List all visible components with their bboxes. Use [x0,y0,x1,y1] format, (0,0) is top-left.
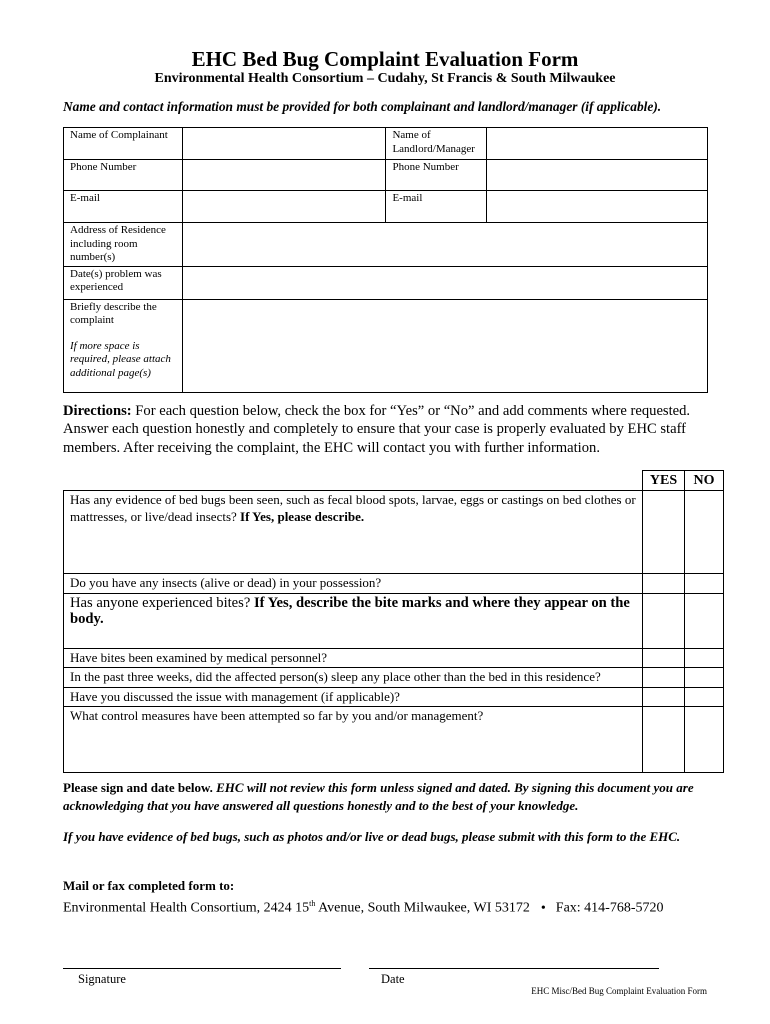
mail-address-line [63,895,753,917]
yes-header: YES [643,471,685,491]
evidence-note: If you have evidence of bed bugs, such as photos and/or live or dead bugs, please submit with this form to the EHC. [63,829,681,844]
dates-field[interactable] [182,266,707,299]
email-complainant-label: E-mail [64,191,183,223]
contact-table [63,127,708,393]
page-title: EHC Bed Bug Complaint Evaluation Form [191,47,579,71]
question-4-yes-box[interactable] [643,648,685,668]
mail-section [63,877,753,917]
question-7-no-box[interactable] [685,707,724,773]
contact-note: Name and contact information must be provided for both complainant and landlord/manager (if applicable). [63,99,662,114]
footer-text: EHC Misc/Bed Bug Complaint Evaluation Form [531,986,707,996]
header-spacer [64,471,643,491]
dates-label: Date(s) problem was experienced [64,266,183,299]
date-label: Date [381,972,405,986]
question-1-no-box[interactable] [685,491,724,574]
directions [63,402,723,457]
question-6-yes-box[interactable] [643,687,685,707]
email-landlord-field[interactable] [487,191,708,223]
question-6: Have you discussed the issue with management (if applicable)? [64,687,643,707]
address-field[interactable] [182,223,707,267]
phone-complainant-field[interactable] [182,160,386,191]
phone-landlord-field[interactable] [487,160,708,191]
question-1-instruction: If Yes, please describe. [236,508,365,524]
question-3-no-box[interactable] [685,593,724,648]
describe-label-text: Briefly describe the complaint [70,300,157,326]
fax-number: Fax: 414-768-5720 [555,900,664,916]
mail-heading: Mail or fax completed form to: [63,878,235,893]
question-1-yes-box[interactable] [643,491,685,574]
question-6-no-box[interactable] [685,687,724,707]
email-complainant-field[interactable] [182,191,386,223]
question-3-instruction: If Yes, describe the bite marks and where they appear on the body. [70,594,630,627]
question-3 [64,593,643,648]
page-subtitle: Environmental Health Consortium – Cudahy, St Francis & South Milwaukee [154,71,616,86]
question-2-no-box[interactable] [685,574,724,594]
phone-landlord-label: Phone Number [386,160,487,191]
signature-line[interactable] [63,968,341,969]
question-7-yes-box[interactable] [643,707,685,773]
address-label: Address of Residence including room number(s) [64,223,183,267]
directions-text: For each question below, check the box for “Yes” or “No” and add comments where requested. Answer each question honestly and completely to ensure that your case is properly evaluated by EHC staff members. After receiving the complaint, the EHC will contact you with further information. [63,403,691,456]
email-landlord-label: E-mail [386,191,487,223]
question-2: Do you have any insects (alive or dead) in your possession? [64,574,643,594]
describe-note: If more space is required, please attach additional page(s) [70,339,171,379]
question-3-yes-box[interactable] [643,593,685,648]
name-complainant-label: Name of Complainant [64,128,183,160]
question-5: In the past three weeks, did the affected person(s) sleep any place other than the bed in this residence? [64,668,643,688]
question-7: What control measures have been attempted so far by you and/or management? [64,707,643,773]
question-3-text: Has anyone experienced bites? [70,594,251,611]
question-4-no-box[interactable] [685,648,724,668]
mail-address-sup: th [309,899,316,908]
sign-note [63,779,723,814]
question-5-no-box[interactable] [685,668,724,688]
phone-complainant-label: Phone Number [64,160,183,191]
directions-label: Directions: [63,403,132,419]
no-header: NO [685,471,724,491]
date-line[interactable] [369,968,659,969]
name-landlord-label: Name of Landlord/Manager [386,128,487,160]
name-landlord-field[interactable] [487,128,708,160]
question-1-text: Has any evidence of bed bugs been seen, such as fecal blood spots, larvae, eggs or castings on bed clothes or mattresses, or live/dead insects? [70,492,636,524]
describe-field[interactable] [182,299,707,392]
describe-label [64,299,183,392]
questions-table [63,470,724,773]
mail-address-pre: Environmental Health Consortium, 2424 15 [63,900,310,916]
question-1 [64,491,643,574]
name-complainant-field[interactable] [182,128,386,160]
sign-note-italic: EHC will not review this form unless signed and dated. By signing this document you are acknowledging that you have answered all questions honestly and to the best of your knowledge. [63,780,694,813]
sign-note-bold: Please sign and date below. [63,780,213,795]
bullet-separator: • [540,900,546,916]
mail-address-post: Avenue, South Milwaukee, WI 53172 [315,900,530,916]
question-4: Have bites been examined by medical personnel? [64,648,643,668]
question-5-yes-box[interactable] [643,668,685,688]
signature-label: Signature [78,972,126,986]
question-2-yes-box[interactable] [643,574,685,594]
